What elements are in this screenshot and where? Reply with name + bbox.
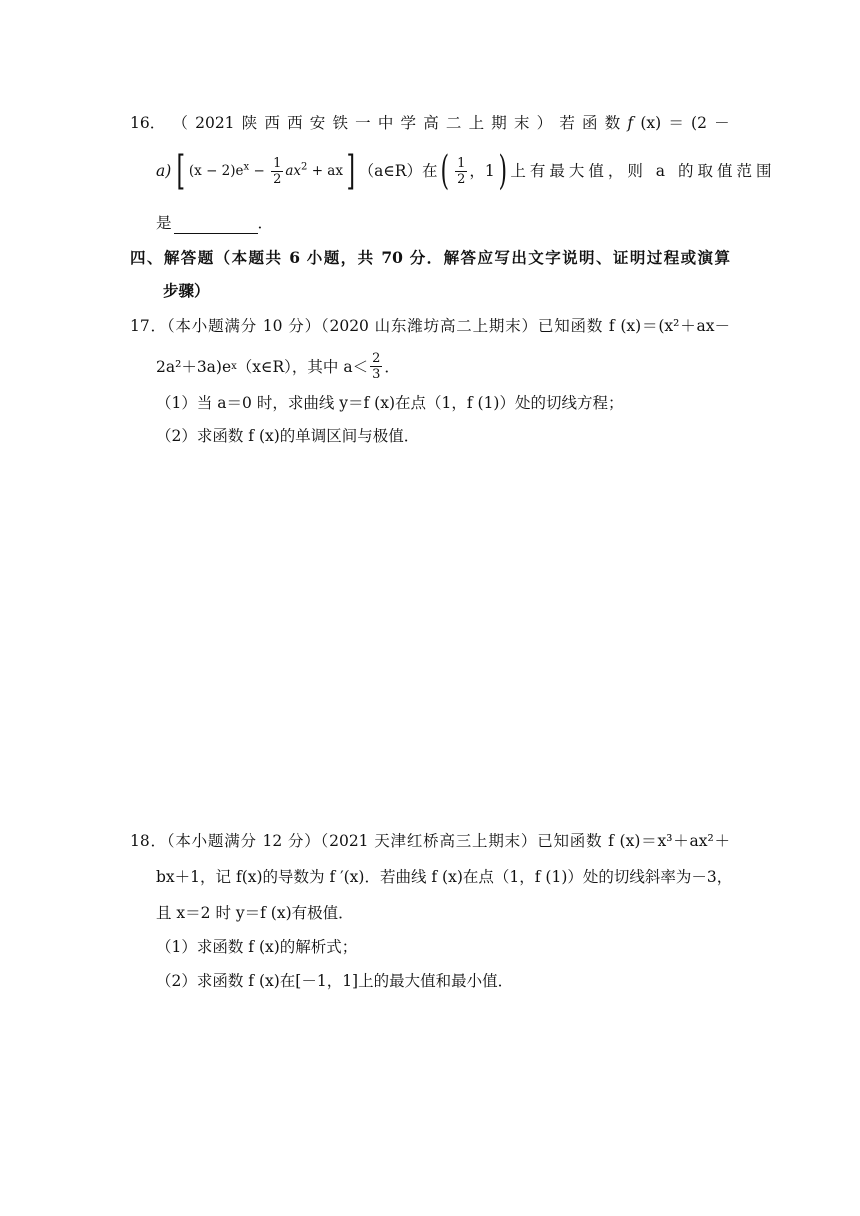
q16-char: 高 xyxy=(423,114,439,132)
q16-char: 中 xyxy=(377,114,394,132)
q17-frac-den: 3 xyxy=(372,367,381,382)
q16-char: （ xyxy=(172,114,188,132)
q16-half-frac xyxy=(271,156,283,187)
q17-line2-pre: 2a²＋3a)e xyxy=(156,357,232,376)
section4-title-cont-text: 步骤） xyxy=(163,281,210,300)
q17-part1 xyxy=(156,392,623,414)
q16-char: (x) xyxy=(640,114,662,132)
q16-a-paren: a) xyxy=(156,162,172,180)
q16-interval-num: 1 xyxy=(457,155,466,171)
q16-ax2-sup: 2 xyxy=(301,161,308,172)
q16-expr-part: (x − 2)e xyxy=(188,162,244,179)
q16-half-num: 1 xyxy=(273,155,282,171)
q16-char: 2021 xyxy=(195,114,235,132)
q17-frac xyxy=(370,351,382,382)
q16-char: ＝ xyxy=(668,114,684,132)
q18-part1 xyxy=(156,936,357,958)
q16-expr-minus: − xyxy=(249,162,270,179)
q17-part2 xyxy=(156,425,419,447)
q18-line3 xyxy=(156,902,354,924)
q16-interval xyxy=(437,148,510,194)
q16-expr xyxy=(189,156,343,187)
q18-line1 xyxy=(130,830,730,852)
q16-char: 上 xyxy=(468,114,485,132)
q16-interval-frac xyxy=(455,156,467,187)
q16-interval-right: ) xyxy=(498,148,507,194)
q17-part2-text: （2）求函数 f (x)的单调区间与极值． xyxy=(156,427,420,445)
q16-line3-text: 是 xyxy=(156,214,172,232)
q16-char: 铁 xyxy=(332,114,348,132)
q18-part2-text: （2）求函数 f (x)在[－1，1]上的最大值和最小值． xyxy=(156,972,514,990)
q16-char: 数 xyxy=(604,114,621,132)
q16-char: 期 xyxy=(491,114,507,132)
q16-char: 二 xyxy=(445,114,462,132)
q16-char: 学 xyxy=(400,114,417,132)
section4-title-text: 四、解答题（本题共 6 小题，共 70 分．解答应写出文字说明、证明过程或演算 xyxy=(130,248,730,267)
q16-char: 西 xyxy=(287,114,303,132)
q17-part1-text: （1）当 a＝0 时，求曲线 y＝f (x)在点（1，f (1)）处的切线方程； xyxy=(156,394,624,412)
q18-line1-text: 18．（本小题满分 12 分）（2021 天津红桥高三上期末）已知函数 f (x)＝x³＋ax²＋ xyxy=(130,832,730,850)
q18-part2 xyxy=(156,970,513,992)
q16-interval-left: ( xyxy=(440,148,450,194)
q16-char: 末 xyxy=(513,114,530,132)
q16-left-bracket: [ xyxy=(176,148,186,194)
section4-title-cont xyxy=(163,280,210,302)
q16-expr-sup: x xyxy=(243,161,250,172)
q16-plus-ax: + ax xyxy=(307,162,343,179)
q18-line3-text: 且 x＝2 时 y＝f (x)有极值． xyxy=(156,904,354,922)
q16-interval-end: ，1 xyxy=(469,162,495,180)
q16-char: 陕 xyxy=(241,114,258,132)
q16-char: 西 xyxy=(264,114,280,132)
q16-half-den: 2 xyxy=(273,171,282,187)
q17-line1-text: 17．（本小题满分 10 分）（2020 山东潍坊高二上期末）已知函数 f (x)＝(x²＋ax－ xyxy=(130,317,730,335)
q16-a-in-R: （a∈R） xyxy=(358,162,422,180)
q16-period: ． xyxy=(257,214,274,232)
q16-answer-blank[interactable] xyxy=(174,217,258,234)
q16-char: 若 xyxy=(559,114,575,132)
q16-char: f xyxy=(627,114,634,132)
q17-line2-mid: （x∈R），其中 a＜ xyxy=(236,357,369,376)
q18-line2-text: bx＋1，记 f(x)的导数为 f ′(x)．若曲线 f (x)在点（1，f (1)）处的切线斜率为－3， xyxy=(156,868,733,886)
q16-char: 函 xyxy=(582,114,598,132)
q16-formula xyxy=(156,148,359,194)
q16-line1 xyxy=(130,112,730,134)
q16-char: ） xyxy=(536,114,553,132)
q16-number: 16． xyxy=(130,114,166,132)
q16-interval-den: 2 xyxy=(457,171,466,187)
q18-line2 xyxy=(156,866,733,888)
q16-zai: 在 xyxy=(421,162,438,180)
q17-frac-num: 2 xyxy=(372,351,381,366)
section4-title xyxy=(130,247,730,269)
q16-right-bracket: ] xyxy=(346,148,356,194)
q18-part1-text: （1）求函数 f (x)的解析式； xyxy=(156,938,358,956)
q17-line1 xyxy=(130,315,730,337)
q17-line2: 2a²＋3a)e x （x∈R），其中 a＜ $\frac{2}{3}$ ． xyxy=(156,351,400,382)
q17-line2-end: ． xyxy=(384,357,400,376)
q16-line3 xyxy=(156,212,273,234)
q16-char: (2 xyxy=(691,114,707,132)
q16-tail: 上有最大值，则 a 的取值范围 xyxy=(510,162,776,180)
q16-char: － xyxy=(714,114,730,132)
q16-char: 安 xyxy=(309,114,326,132)
q16-char: 一 xyxy=(355,114,371,132)
q16-ax2: ax xyxy=(285,162,302,179)
q16-line2 xyxy=(156,148,776,194)
